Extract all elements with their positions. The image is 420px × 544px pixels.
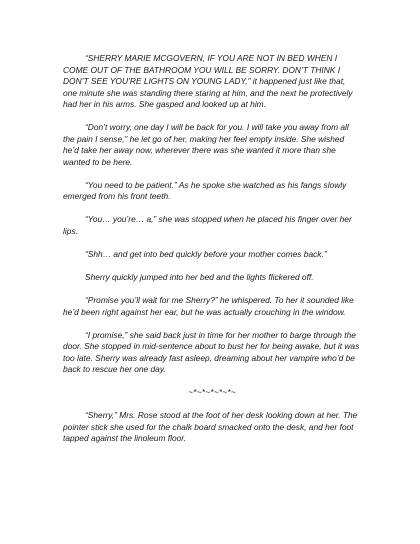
paragraph-7: “Promise you’ll wait for me Sherry?” he whispered. To her it sounded like he’d been right against her ear, but he was actually crouching in the window.: [63, 295, 354, 317]
paragraph-4: “You… you’re… a,” she was stopped when he placed his finger over her lips.: [63, 214, 352, 236]
paragraph-1: “SHERRY MARIE MCGOVERN, IF YOU ARE NOT IN BED WHEN I COME OUT OF THE BATHROOM YOU WILL BE SORRY. DON’T THINK I DON’T SEE YOU’RE LIGHTS ON YOUNG LADY,” it happened just like that, one minute she was standing there staring at him, and the next he protectively had her in his arms. She gasped and looked up at him.: [63, 53, 353, 109]
paragraph-6: Sherry quickly jumped into her bed and the lights flickered off.: [85, 271, 314, 282]
paragraph-5: “Shh… and get into bed quickly before your mother comes back.”: [85, 248, 327, 259]
paragraph-3: “You need to be patient.” As he spoke she watched as his fangs slowly emerged from his front teeth.: [63, 179, 347, 202]
paragraph-9: “Sherry,” Mrs. Rose stood at the foot of her desk looking down at her. The pointer stick she used for the chalk board smacked onto the desk, and her foot tapped against the linoleum floor.: [63, 410, 358, 444]
paragraph-2: “Don’t worry, one day I will be back for you. I will take you away from all the pain I sense,” he let go of her, making her feel empty inside. She wished he’d take her away now, wherever there was she wanted it more than she wanted to be here.: [63, 122, 349, 167]
paragraph-8: “I promise,” she said back just in time for her mother to barge through the door. She stopped in mid-sentence about to bust her for being awake, but it was too late. Sherry was already fast asleep, dreaming about her vampire who’d be back to rescue her one day.: [63, 329, 360, 375]
scene-break-separator: ~*~*~*~*~*~: [188, 387, 236, 398]
